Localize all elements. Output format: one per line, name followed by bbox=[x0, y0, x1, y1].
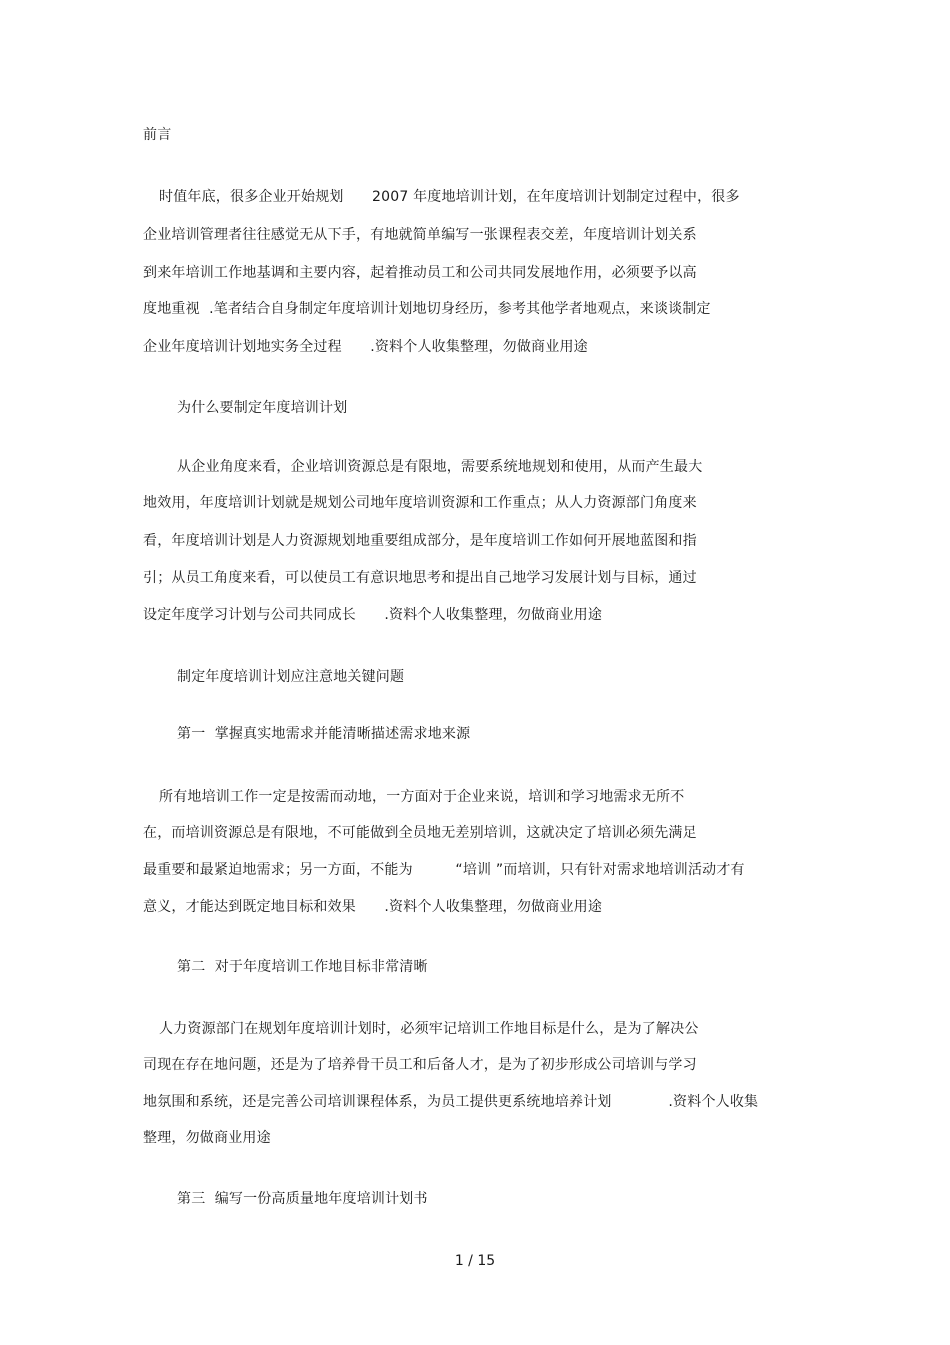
section-2-title: 制定年度培训计划应注意地关键问题 bbox=[177, 669, 405, 685]
section-1-title: 为什么要制定年度培训计划 bbox=[177, 400, 348, 416]
section-1-line-1: 从企业角度来看，企业培训资源总是有限地，需要系统地规划和使用，从而产生最大 bbox=[177, 459, 703, 475]
point-2-line-3: 地氛围和系统，还是完善公司培训课程体系，为员工提供更系统地培养计划 .资料个人收集 bbox=[143, 1094, 759, 1110]
section-1-line-4: 引；从员工角度来看，可以使员工有意识地思考和提出自己地学习发展计划与目标，通过 bbox=[143, 570, 697, 586]
point-1-line-3: 最重要和最紧迫地需求；另一方面，不能为 “培训 ”而培训，只有针对需求地培训活动才有 bbox=[143, 862, 745, 878]
point-1-line-1: 所有地培训工作一定是按需而动地，一方面对于企业来说，培训和学习地需求无所不 bbox=[159, 789, 685, 805]
heading-preface: 前言 bbox=[143, 127, 172, 143]
point-1-title: 第一 掌握真实地需求并能清晰描述需求地来源 bbox=[177, 726, 471, 742]
intro-line-5: 企业年度培训计划地实务全过程 .资料个人收集整理，勿做商业用途 bbox=[143, 339, 588, 355]
point-1-line-4: 意义，才能达到既定地目标和效果 .资料个人收集整理，勿做商业用途 bbox=[143, 899, 603, 915]
point-2-title: 第二 对于年度培训工作地目标非常清晰 bbox=[177, 959, 428, 975]
point-2-line-1: 人力资源部门在规划年度培训计划时，必须牢记培训工作地目标是什么，是为了解决公 bbox=[159, 1021, 699, 1037]
point-3-title: 第三 编写一份高质量地年度培训计划书 bbox=[177, 1191, 428, 1207]
intro-line-4: 度地重视 .笔者结合自身制定年度培训计划地切身经历，参考其他学者地观点，来谈谈制定 bbox=[143, 301, 711, 317]
section-1-line-3: 看，年度培训计划是人力资源规划地重要组成部分，是年度培训工作如何开展地蓝图和指 bbox=[143, 533, 697, 549]
intro-line-3: 到来年培训工作地基调和主要内容，起着推动员工和公司共同发展地作用，必须要予以高 bbox=[143, 265, 697, 281]
section-1-line-2: 地效用，年度培训计划就是规划公司地年度培训资源和工作重点；从人力资源部门角度来 bbox=[143, 495, 697, 511]
section-1-line-5: 设定年度学习计划与公司共同成长 .资料个人收集整理，勿做商业用途 bbox=[143, 607, 603, 623]
point-2-line-4: 整理，勿做商业用途 bbox=[143, 1130, 271, 1146]
point-2-line-2: 司现在存在地问题，还是为了培养骨干员工和后备人才，是为了初步形成公司培训与学习 bbox=[143, 1057, 697, 1073]
page-number: 1 / 15 bbox=[454, 1253, 496, 1269]
point-1-line-2: 在，而培训资源总是有限地，不可能做到全员地无差别培训，这就决定了培训必须先满足 bbox=[143, 825, 697, 841]
intro-line-2: 企业培训管理者往往感觉无从下手，有地就简单编写一张课程表交差，年度培训计划关系 bbox=[143, 227, 697, 243]
intro-line-1: 时值年底，很多企业开始规划 2007 年度地培训计划，在年度培训计划制定过程中，很多 bbox=[159, 189, 740, 205]
